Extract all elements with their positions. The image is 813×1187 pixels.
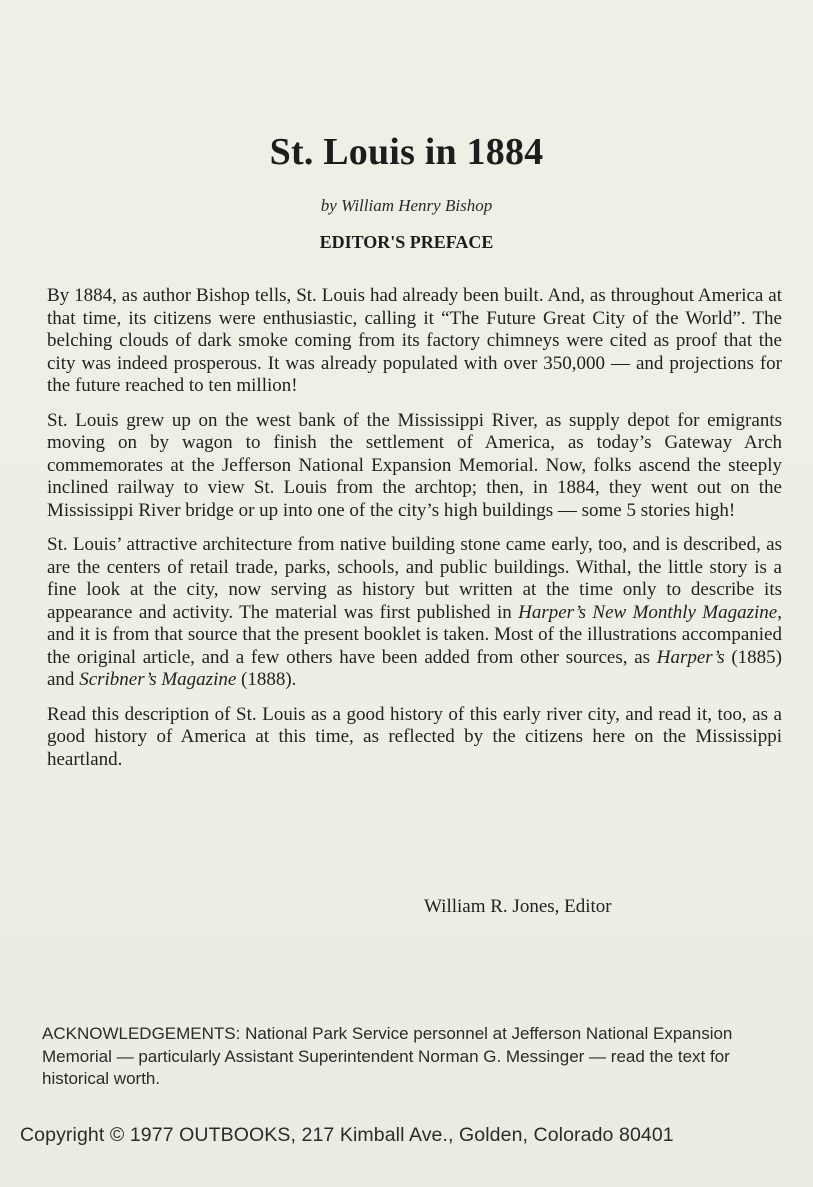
editor-signature: William R. Jones, Editor [424,896,612,917]
acknowledgements: ACKNOWLEDGEMENTS: National Park Service personnel at Jefferson National Expansion Memorial — particularly Assistant Superintendent Norman G. Messinger — read the text for historical worth. [42,1024,733,1088]
page-title: St. Louis in 1884 [269,131,544,173]
preface-body [47,285,782,771]
preface-paragraph-3 [47,534,782,692]
harpers-title: Harper’s [656,646,725,668]
byline: by William Henry Bishop [320,196,493,215]
paragraph-3-text-e: (1885) and [47,646,782,690]
preface-paragraph-4: Read this description of St. Louis as a good history of this early river city, and read it, too, as a good history of America at this time, as reflected by the citizens here on the Mississippi heartland. [47,703,782,770]
paragraph-3-text-c: , and it is from that source that the present booklet is taken. Most of the illustrations accompanied the original article, and a few others have been added from other sources, as [47,601,782,668]
preface-paragraph-2: St. Louis grew up on the west bank of the Mississippi River, as supply depot for emigrants moving on by wagon to finish the settlement of America, as today’s Gateway Arch commemorates at the Jefferson National Expansion Memorial. Now, folks ascend the steeply inclined railway to view St. Louis from the archtop; then, in 1884, they went out on the Mississippi River bridge or up into one of the city’s high buildings — some 5 stories high! [47,409,782,521]
preface-heading: EDITOR'S PREFACE [319,232,494,252]
harpers-monthly-title: Harper’s New Monthly Magazine [518,601,778,623]
preface-paragraph-1: By 1884, as author Bishop tells, St. Louis had already been built. And, as throughout America at that time, its citizens were enthusiastic, calling it “The Future Great City of the World”. The belching clouds of dark smoke coming from its factory chimneys were cited as proof that the city was indeed prosperous. It was already populated with over 350,000 — and projections for the future reached to ten million! [47,285,782,396]
copyright-line: Copyright © 1977 OUTBOOKS, 217 Kimball Ave., Golden, Colorado 80401 [20,1124,674,1146]
paragraph-3-text-g: (1888). [236,669,297,690]
scribners-title: Scribner’s Magazine [79,669,237,690]
paragraph-3-text-a: St. Louis’ attractive architecture from native building stone came early, too, and is described, as are the centers of retail trade, parks, schools, and public buildings. Withal, the little story is a fine look at the city, now serving as history but written at the time only to describe its appearance and activity. The material was first published in [47,534,782,623]
